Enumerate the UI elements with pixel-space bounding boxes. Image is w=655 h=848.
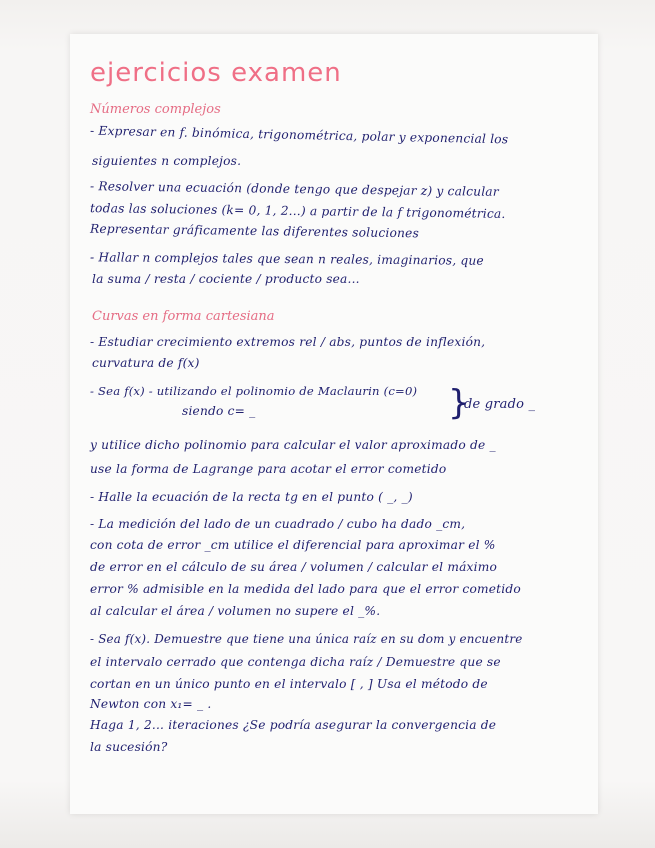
note-line: - Expresar en f. binómica, trigonométrica, polar y exponencial los: [89, 123, 509, 147]
note-line: la suma / resta / cociente / producto sea...: [92, 272, 360, 286]
note-line: siguientes n complejos.: [92, 154, 242, 168]
note-line: todas las soluciones (k= 0, 1, 2...) a partir de la f trigonométrica.: [89, 201, 506, 221]
note-line: Newton con x₁= _ .: [90, 697, 212, 711]
note-line: - Halle la ecuación de la recta tg en el punto ( _, _): [90, 490, 413, 504]
note-line: - Hallar n complejos tales que sean n reales, imaginarios, que: [89, 250, 484, 268]
note-line: - Sea f(x) - utilizando el polinomio de Maclaurin (c=0): [90, 384, 418, 398]
note-line: - La medición del lado de un cuadrado / cubo ha dado _cm,: [90, 517, 466, 531]
note-line: - Resolver una ecuación (donde tengo que despejar z) y calcular: [89, 179, 499, 199]
section-heading-cartesian-curves: Curvas en forma cartesiana: [92, 309, 275, 324]
note-line: al calcular el área / volumen no supere el _%.: [90, 604, 381, 618]
note-line: la sucesión?: [90, 740, 168, 754]
note-line: - Estudiar crecimiento extremos rel / abs, puntos de inflexión,: [90, 335, 486, 349]
section-heading-complex-numbers: Números complejos: [90, 102, 221, 117]
page-title: ejercicios examen: [90, 58, 342, 88]
note-line: curvatura de f(x): [92, 356, 200, 370]
note-line: siendo c= _: [182, 404, 256, 418]
note-line: cortan en un único punto en el intervalo [ , ] Usa el método de: [90, 677, 488, 691]
note-line: de grado _: [464, 397, 536, 412]
note-line: - Sea f(x). Demuestre que tiene una única raíz en su dom y encuentre: [90, 632, 523, 646]
note-line: el intervalo cerrado que contenga dicha raíz / Demuestre que se: [90, 655, 501, 669]
note-line: con cota de error _cm utilice el diferencial para aproximar el %: [90, 538, 496, 552]
curly-brace: }: [448, 383, 470, 423]
note-line: error % admisible en la medida del lado para que el error cometido: [90, 582, 521, 596]
note-line: Haga 1, 2... iteraciones ¿Se podría asegurar la convergencia de: [90, 718, 497, 732]
note-line: Representar gráficamente las diferentes soluciones: [89, 221, 420, 241]
note-line: use la forma de Lagrange para acotar el error cometido: [90, 462, 447, 476]
note-line: y utilice dicho polinomio para calcular el valor aproximado de _: [90, 438, 496, 452]
note-line: de error en el cálculo de su área / volumen / calcular el máximo: [90, 560, 498, 574]
